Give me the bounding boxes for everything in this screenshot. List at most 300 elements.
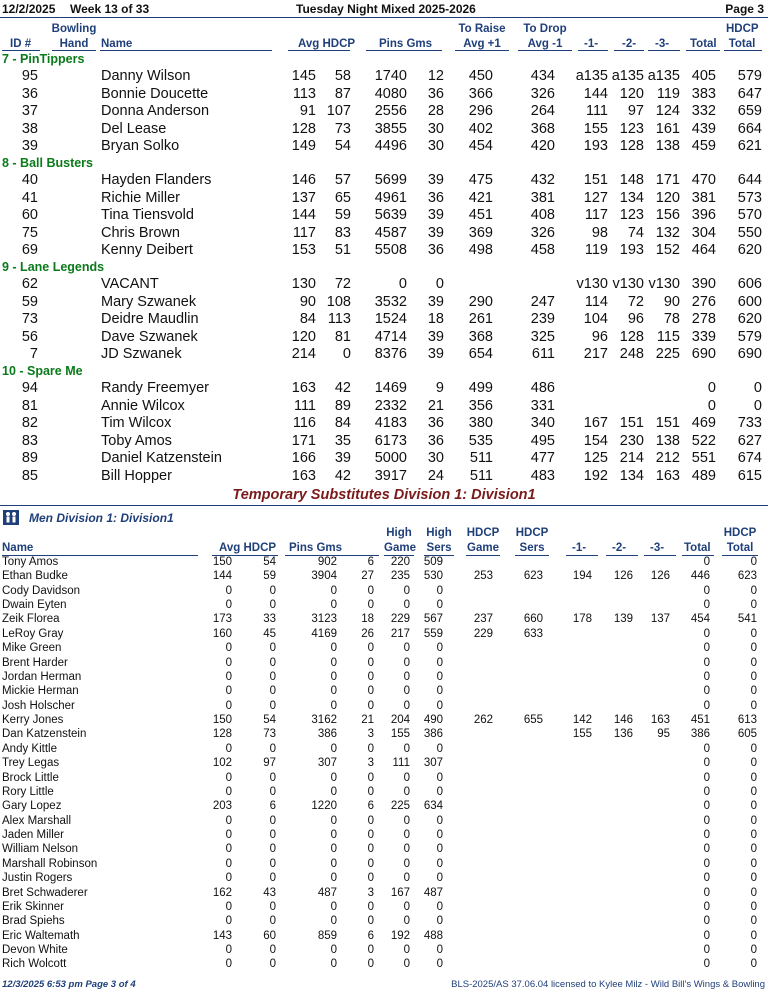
player-pins: 4183 bbox=[374, 415, 407, 432]
player-g1: 117 bbox=[584, 207, 608, 224]
substitute-hs: 0 bbox=[436, 642, 443, 655]
player-hdcp: 35 bbox=[334, 432, 351, 449]
player-avg: 166 bbox=[291, 450, 316, 467]
player-id: 69 bbox=[21, 242, 38, 259]
col-to-drop-2: Avg -1 bbox=[527, 38, 563, 50]
substitute-pins: 3123 bbox=[311, 613, 337, 626]
player-g2: 193 bbox=[619, 242, 644, 259]
substitute-hdcp: 6 bbox=[269, 800, 276, 813]
substitute-hs: 488 bbox=[423, 929, 443, 942]
sub-col-high-sers-2: Sers bbox=[426, 542, 452, 554]
player-raise: 535 bbox=[468, 432, 493, 449]
substitute-pins: 859 bbox=[317, 929, 337, 942]
col-name: Name bbox=[101, 38, 133, 50]
player-htotal: 620 bbox=[737, 311, 762, 328]
substitute-total: 0 bbox=[703, 814, 710, 827]
player-htotal: 733 bbox=[737, 415, 762, 432]
substitute-gms: 0 bbox=[367, 599, 374, 612]
sub-col-hdcp-sers-2: Sers bbox=[519, 542, 545, 554]
substitute-pins: 0 bbox=[330, 785, 337, 798]
substitute-htotal: 0 bbox=[750, 900, 757, 913]
substitute-pins: 0 bbox=[330, 642, 337, 655]
substitute-gms: 0 bbox=[367, 958, 374, 971]
substitute-name: Bret Schwaderer bbox=[2, 886, 88, 899]
substitute-hs: 0 bbox=[436, 670, 443, 683]
player-drop: 264 bbox=[530, 103, 555, 120]
player-g1: 125 bbox=[583, 450, 608, 467]
substitute-avg: 143 bbox=[212, 929, 232, 942]
team-header: 8 - Ball Busters bbox=[2, 156, 94, 170]
player-id: 89 bbox=[21, 450, 38, 467]
substitute-row bbox=[0, 786, 768, 800]
substitute-g3: 126 bbox=[650, 570, 670, 583]
player-id: 62 bbox=[21, 276, 38, 292]
substitute-avg: 150 bbox=[212, 556, 232, 568]
substitute-row bbox=[0, 671, 768, 685]
player-raise: 654 bbox=[468, 346, 493, 363]
substitute-pins: 0 bbox=[330, 584, 337, 597]
player-g2: 97 bbox=[627, 103, 644, 120]
substitute-hdcp: 0 bbox=[269, 900, 276, 913]
substitute-pins: 0 bbox=[330, 742, 337, 755]
player-pins: 3855 bbox=[374, 120, 407, 137]
player-avg: 130 bbox=[291, 276, 316, 292]
substitute-avg: 0 bbox=[225, 656, 232, 669]
player-row bbox=[0, 380, 768, 398]
player-hdcp: 51 bbox=[334, 242, 351, 259]
substitute-hs: 0 bbox=[436, 943, 443, 956]
substitute-hds: 623 bbox=[523, 570, 543, 583]
player-hdcp: 81 bbox=[334, 328, 351, 345]
substitute-gms: 0 bbox=[367, 699, 374, 712]
substitute-gms: 3 bbox=[367, 757, 374, 770]
substitute-hg: 0 bbox=[403, 656, 410, 669]
substitute-row bbox=[0, 599, 768, 613]
substitute-pins: 487 bbox=[317, 886, 337, 899]
substitute-row bbox=[0, 728, 768, 742]
player-id: 73 bbox=[21, 311, 38, 328]
substitute-hg: 0 bbox=[403, 584, 410, 597]
substitute-gms: 3 bbox=[367, 728, 374, 741]
substitute-total: 0 bbox=[703, 757, 710, 770]
player-g1: 96 bbox=[591, 328, 608, 345]
substitute-avg: 0 bbox=[225, 814, 232, 827]
player-pins: 5508 bbox=[374, 242, 407, 259]
substitute-total: 0 bbox=[703, 829, 710, 842]
player-g1: 167 bbox=[583, 415, 608, 432]
player-htotal: 600 bbox=[737, 293, 762, 310]
substitute-hdg: 262 bbox=[473, 714, 493, 727]
substitute-g1: 194 bbox=[572, 570, 592, 583]
player-drop: 325 bbox=[530, 328, 555, 345]
player-hdcp: 87 bbox=[334, 85, 351, 102]
substitute-hdg: 253 bbox=[473, 570, 493, 583]
substitute-hs: 307 bbox=[423, 757, 443, 770]
substitute-pins: 4169 bbox=[311, 627, 337, 640]
substitute-total: 0 bbox=[703, 670, 710, 683]
player-gms: 39 bbox=[427, 293, 444, 310]
player-htotal: 0 bbox=[753, 380, 762, 396]
player-g3: a135 bbox=[647, 68, 680, 84]
substitute-gms: 0 bbox=[367, 900, 374, 913]
player-gms: 36 bbox=[427, 432, 444, 449]
col-pins-gms: Pins Gms bbox=[379, 38, 433, 50]
substitute-avg: 0 bbox=[225, 771, 232, 784]
player-name: Deidre Maudlin bbox=[101, 311, 199, 328]
player-raise: 402 bbox=[468, 120, 493, 137]
player-pins: 4587 bbox=[374, 224, 407, 241]
player-g2: 151 bbox=[619, 415, 644, 432]
substitute-hdcp: 0 bbox=[269, 685, 276, 698]
temp-subs-title: Temporary Substitutes Division 1: Division1 bbox=[232, 487, 536, 503]
sub-col-game-2: -2- bbox=[612, 542, 627, 554]
player-g1: 192 bbox=[583, 468, 608, 484]
substitute-hdcp: 73 bbox=[263, 728, 276, 741]
player-g1: 127 bbox=[583, 189, 608, 206]
substitute-row bbox=[0, 570, 768, 584]
player-row bbox=[0, 415, 768, 433]
player-raise: 290 bbox=[468, 293, 493, 310]
substitute-row bbox=[0, 887, 768, 901]
col-underline bbox=[2, 50, 40, 51]
substitute-pins: 307 bbox=[317, 757, 337, 770]
player-hdcp: 89 bbox=[334, 397, 351, 414]
player-htotal: 620 bbox=[737, 242, 762, 259]
player-name: VACANT bbox=[101, 276, 159, 292]
player-raise: 366 bbox=[468, 85, 493, 102]
player-hdcp: 107 bbox=[326, 103, 351, 120]
substitute-gms: 0 bbox=[367, 685, 374, 698]
player-name: Bonnie Doucette bbox=[101, 85, 209, 102]
player-raise: 511 bbox=[469, 468, 493, 484]
substitute-avg: 102 bbox=[212, 757, 232, 770]
player-g2: 123 bbox=[619, 120, 644, 137]
substitute-gms: 27 bbox=[361, 570, 374, 583]
substitute-htotal: 0 bbox=[750, 599, 757, 612]
player-drop: 458 bbox=[530, 242, 555, 259]
substitute-hdcp: 0 bbox=[269, 742, 276, 755]
player-id: 41 bbox=[21, 189, 38, 206]
substitute-hs: 386 bbox=[423, 728, 443, 741]
substitute-hg: 0 bbox=[403, 599, 410, 612]
substitute-pins: 0 bbox=[330, 843, 337, 856]
substitute-avg: 0 bbox=[225, 943, 232, 956]
substitute-name: Mickie Herman bbox=[2, 685, 79, 698]
player-g1: 154 bbox=[583, 432, 608, 449]
player-row bbox=[0, 172, 768, 190]
player-g1: v130 bbox=[576, 276, 608, 292]
player-htotal: 579 bbox=[737, 328, 762, 345]
substitute-g3: 163 bbox=[650, 714, 670, 727]
col-underline bbox=[578, 50, 608, 51]
substitute-total: 446 bbox=[690, 570, 710, 583]
player-raise: 421 bbox=[468, 189, 493, 206]
player-g2: 72 bbox=[627, 293, 644, 310]
substitute-name: Josh Holscher bbox=[2, 699, 75, 712]
substitute-g1: 142 bbox=[572, 714, 592, 727]
substitute-htotal: 0 bbox=[750, 915, 757, 928]
player-avg: 120 bbox=[291, 328, 316, 345]
col-underline bbox=[366, 50, 442, 51]
player-gms: 9 bbox=[435, 380, 444, 396]
substitute-name: Jordan Herman bbox=[2, 670, 82, 683]
substitute-hdcp: 0 bbox=[269, 771, 276, 784]
player-hdcp: 39 bbox=[334, 450, 351, 467]
player-avg: 91 bbox=[299, 103, 316, 120]
player-hdcp: 57 bbox=[334, 172, 351, 188]
player-id: 82 bbox=[21, 415, 38, 432]
substitute-hdg: 237 bbox=[473, 613, 493, 626]
substitute-total: 0 bbox=[703, 886, 710, 899]
player-gms: 39 bbox=[427, 224, 444, 241]
player-g3: 138 bbox=[655, 432, 680, 449]
substitute-hdcp: 0 bbox=[269, 958, 276, 971]
substitute-hdcp: 97 bbox=[263, 757, 276, 770]
substitute-htotal: 0 bbox=[750, 929, 757, 942]
substitute-row bbox=[0, 585, 768, 599]
substitute-pins: 0 bbox=[330, 943, 337, 956]
substitute-name: Marshall Robinson bbox=[2, 857, 98, 870]
player-g1: 151 bbox=[583, 172, 608, 188]
substitute-total: 0 bbox=[703, 843, 710, 856]
player-hdcp: 42 bbox=[334, 380, 351, 396]
player-hdcp: 0 bbox=[342, 346, 351, 363]
substitute-hs: 530 bbox=[423, 570, 443, 583]
player-avg: 153 bbox=[291, 242, 316, 259]
substitute-name: Dwain Eyten bbox=[2, 599, 67, 612]
substitute-hs: 0 bbox=[436, 785, 443, 798]
player-drop: 340 bbox=[530, 415, 555, 432]
player-avg: 145 bbox=[291, 68, 316, 84]
substitute-hdcp: 59 bbox=[263, 570, 276, 583]
player-hdcp: 42 bbox=[334, 468, 351, 484]
player-raise: 261 bbox=[468, 311, 493, 328]
sub-col-hdcp-sers-1: HDCP bbox=[515, 527, 549, 539]
substitute-htotal: 0 bbox=[750, 685, 757, 698]
player-avg: 116 bbox=[292, 415, 316, 432]
substitute-pins: 0 bbox=[330, 599, 337, 612]
substitute-total: 0 bbox=[703, 872, 710, 885]
sub-col-high-game-1: High bbox=[386, 527, 412, 539]
substitute-pins: 0 bbox=[330, 872, 337, 885]
player-name: Richie Miller bbox=[101, 189, 180, 206]
player-avg: 146 bbox=[291, 172, 316, 188]
substitute-total: 0 bbox=[703, 584, 710, 597]
player-g1: a135 bbox=[575, 68, 608, 84]
player-avg: 144 bbox=[291, 207, 316, 224]
substitute-htotal: 0 bbox=[750, 886, 757, 899]
sub-col-avg-hdcp: Avg HDCP bbox=[219, 542, 277, 554]
substitute-pins: 0 bbox=[330, 685, 337, 698]
sub-col-total: Total bbox=[684, 542, 711, 554]
player-row bbox=[0, 294, 768, 312]
substitute-hs: 0 bbox=[436, 599, 443, 612]
player-id: 83 bbox=[21, 432, 38, 449]
substitute-hds: 655 bbox=[523, 714, 543, 727]
player-row bbox=[0, 329, 768, 347]
player-name: Annie Wilcox bbox=[101, 397, 185, 414]
player-gms: 36 bbox=[427, 415, 444, 432]
player-pins: 3532 bbox=[374, 293, 407, 310]
substitute-hdcp: 0 bbox=[269, 857, 276, 870]
substitute-row bbox=[0, 829, 768, 843]
substitute-hdcp: 0 bbox=[269, 872, 276, 885]
player-pins: 4496 bbox=[374, 138, 407, 155]
substitute-hs: 567 bbox=[423, 613, 443, 626]
substitute-avg: 0 bbox=[225, 742, 232, 755]
sub-col-game-1: -1- bbox=[572, 542, 587, 554]
substitute-avg: 144 bbox=[212, 570, 232, 583]
player-g3: 132 bbox=[655, 224, 680, 241]
substitute-g2: 146 bbox=[613, 714, 633, 727]
substitute-pins: 3904 bbox=[311, 570, 337, 583]
sub-col-high-sers-1: High bbox=[426, 527, 452, 539]
substitute-pins: 0 bbox=[330, 915, 337, 928]
player-g2: 128 bbox=[619, 328, 644, 345]
col-underline bbox=[518, 50, 572, 51]
player-drop: 239 bbox=[530, 311, 555, 328]
substitute-name: Alex Marshall bbox=[2, 814, 72, 827]
substitute-htotal: 0 bbox=[750, 584, 757, 597]
substitute-hs: 0 bbox=[436, 742, 443, 755]
player-drop: 486 bbox=[530, 380, 555, 396]
player-avg: 137 bbox=[291, 189, 316, 206]
player-row bbox=[0, 276, 768, 294]
player-name: Kenny Deibert bbox=[101, 242, 193, 259]
substitute-avg: 160 bbox=[212, 627, 232, 640]
substitute-hdcp: 54 bbox=[263, 556, 276, 568]
substitute-name: Zeik Florea bbox=[2, 613, 60, 626]
player-htotal: 550 bbox=[737, 224, 762, 241]
col-underline bbox=[52, 50, 96, 51]
player-hdcp: 84 bbox=[334, 415, 351, 432]
substitute-row bbox=[0, 743, 768, 757]
substitute-row bbox=[0, 858, 768, 872]
player-g3: 120 bbox=[655, 189, 680, 206]
player-total: 522 bbox=[691, 432, 716, 449]
substitute-hg: 204 bbox=[390, 714, 410, 727]
substitute-hg: 235 bbox=[390, 570, 410, 583]
player-name: Tina Tiensvold bbox=[101, 207, 194, 224]
substitute-hg: 217 bbox=[390, 627, 410, 640]
substitute-hs: 490 bbox=[423, 714, 443, 727]
player-gms: 21 bbox=[427, 397, 444, 414]
substitute-total: 0 bbox=[703, 915, 710, 928]
substitute-hs: 0 bbox=[436, 829, 443, 842]
player-hdcp: 108 bbox=[326, 293, 351, 310]
player-g2: 134 bbox=[619, 189, 644, 206]
substitute-total: 0 bbox=[703, 785, 710, 798]
player-gms: 36 bbox=[427, 189, 444, 206]
player-row bbox=[0, 242, 768, 260]
player-avg: 113 bbox=[292, 85, 316, 102]
player-htotal: 647 bbox=[737, 85, 762, 102]
substitute-gms: 26 bbox=[361, 627, 374, 640]
player-total: 339 bbox=[691, 328, 716, 345]
substitute-total: 0 bbox=[703, 627, 710, 640]
player-htotal: 621 bbox=[737, 138, 762, 155]
player-gms: 36 bbox=[427, 242, 444, 259]
player-total: 304 bbox=[691, 224, 716, 241]
player-hdcp: 83 bbox=[334, 224, 351, 241]
player-hdcp: 54 bbox=[334, 138, 351, 155]
player-raise: 368 bbox=[468, 328, 493, 345]
player-htotal: 579 bbox=[737, 68, 762, 84]
substitute-hdg: 229 bbox=[473, 627, 493, 640]
player-total: 439 bbox=[691, 120, 716, 137]
player-row bbox=[0, 207, 768, 225]
player-total: 381 bbox=[691, 189, 716, 206]
substitute-gms: 0 bbox=[367, 771, 374, 784]
player-hdcp: 58 bbox=[334, 68, 351, 84]
substitute-hg: 0 bbox=[403, 685, 410, 698]
report-week: Week 13 of 33 bbox=[70, 2, 150, 16]
player-raise: 450 bbox=[468, 68, 493, 84]
substitute-hs: 0 bbox=[436, 843, 443, 856]
substitute-hg: 167 bbox=[390, 886, 410, 899]
substitute-avg: 0 bbox=[225, 670, 232, 683]
player-gms: 24 bbox=[427, 468, 444, 484]
substitute-htotal: 623 bbox=[737, 570, 757, 583]
substitute-htotal: 0 bbox=[750, 785, 757, 798]
substitute-avg: 128 bbox=[212, 728, 232, 741]
substitute-row bbox=[0, 613, 768, 627]
substitute-name: Brad Spiehs bbox=[2, 915, 65, 928]
substitute-name: Andy Kittle bbox=[2, 742, 57, 755]
substitute-total: 0 bbox=[703, 699, 710, 712]
substitute-name: Brock Little bbox=[2, 771, 59, 784]
player-drop: 247 bbox=[530, 293, 555, 310]
substitute-name: Tony Amos bbox=[2, 556, 59, 568]
player-htotal: 570 bbox=[737, 207, 762, 224]
player-row bbox=[0, 346, 768, 364]
substitute-total: 0 bbox=[703, 800, 710, 813]
player-g2: 74 bbox=[627, 224, 644, 241]
substitute-total: 0 bbox=[703, 943, 710, 956]
substitute-gms: 0 bbox=[367, 656, 374, 669]
substitute-name: Kerry Jones bbox=[2, 714, 64, 727]
substitute-avg: 0 bbox=[225, 900, 232, 913]
player-name: Randy Freemyer bbox=[101, 380, 209, 396]
player-avg: 163 bbox=[291, 380, 316, 396]
substitute-total: 0 bbox=[703, 900, 710, 913]
player-raise: 296 bbox=[468, 103, 493, 120]
player-id: 36 bbox=[21, 85, 38, 102]
player-total: 470 bbox=[691, 172, 716, 188]
substitute-htotal: 0 bbox=[750, 800, 757, 813]
player-g1: 111 bbox=[585, 103, 608, 120]
substitute-hs: 0 bbox=[436, 915, 443, 928]
player-raise: 498 bbox=[468, 242, 493, 259]
substitute-row bbox=[0, 700, 768, 714]
player-row bbox=[0, 138, 768, 156]
player-pins: 6173 bbox=[374, 432, 407, 449]
substitute-pins: 0 bbox=[330, 771, 337, 784]
substitute-hg: 0 bbox=[403, 642, 410, 655]
footer-license: BLS-2025/AS 37.06.04 licensed to Kylee Milz - Wild Bill's Wings & Bowling bbox=[451, 979, 765, 990]
player-raise: 499 bbox=[468, 380, 493, 396]
substitute-hs: 0 bbox=[436, 771, 443, 784]
player-hdcp: 59 bbox=[334, 207, 351, 224]
player-htotal: 606 bbox=[737, 276, 762, 292]
substitute-row bbox=[0, 657, 768, 671]
team-header: 10 - Spare Me bbox=[2, 364, 83, 378]
player-total: 459 bbox=[691, 138, 716, 155]
player-id: 60 bbox=[21, 207, 38, 224]
player-pins: 5000 bbox=[374, 450, 407, 467]
col-avg-hdcp: Avg HDCP bbox=[298, 38, 356, 50]
col-game-2: -2- bbox=[622, 38, 637, 50]
